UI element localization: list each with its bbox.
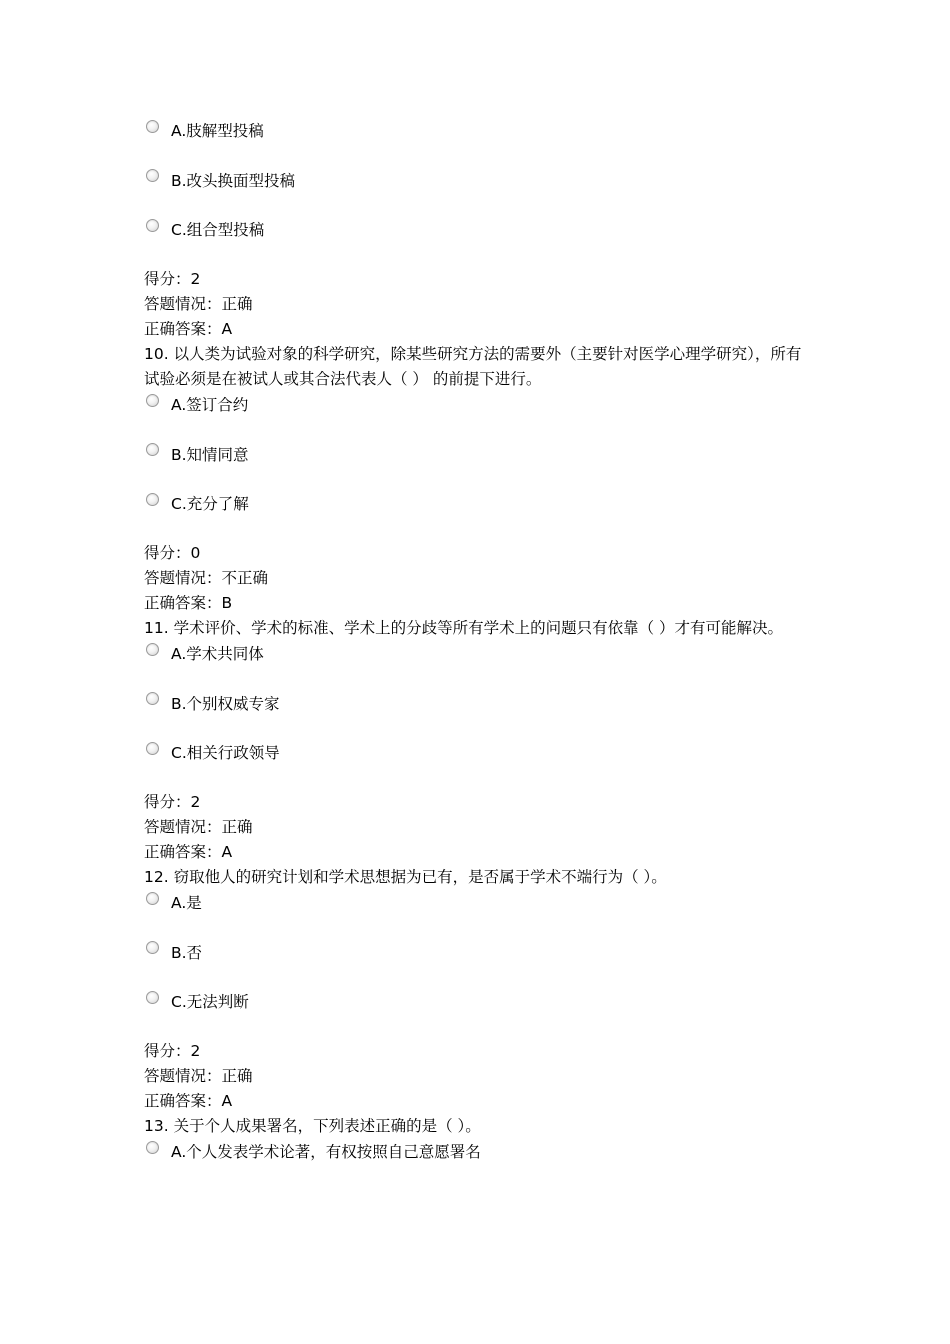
question-text (144, 865, 812, 890)
result-summary (144, 267, 824, 342)
score-line (144, 541, 824, 566)
score-value: 2 (190, 1042, 201, 1060)
score-value: 0 (190, 544, 201, 562)
score-value: 2 (190, 793, 201, 811)
question-number: 12. (144, 868, 169, 886)
question-text (144, 616, 812, 641)
question-number: 10. (144, 345, 169, 363)
status-label: 答题情况： (144, 818, 222, 836)
option-label: A.学术共同体 (171, 645, 264, 663)
radio-button[interactable] (146, 742, 159, 755)
score-label: 得分： (144, 1042, 191, 1060)
score-label: 得分： (144, 270, 191, 288)
quiz-results-page (144, 118, 824, 1163)
question-body: 关于个人成果署名，下列表述正确的是（ ）。 (173, 1117, 481, 1135)
score-label: 得分： (144, 544, 191, 562)
answer-value: A (221, 1092, 233, 1110)
option-label: A.签订合约 (171, 396, 249, 414)
question-number: 11. (144, 619, 169, 637)
question-body: 以人类为试验对象的科学研究，除某些研究方法的需要外（主要针对医学心理学研究），所有试验必须是在被试人或其合法代表人（ ） 的前提下进行。 (144, 345, 802, 388)
status-label: 答题情况： (144, 569, 222, 587)
radio-button[interactable] (146, 120, 159, 133)
status-line (144, 815, 824, 840)
question-9-continuation (144, 118, 824, 342)
answer-line (144, 591, 824, 616)
answer-label: 正确答案： (144, 594, 222, 612)
score-line (144, 1039, 824, 1064)
option-b[interactable] (144, 442, 824, 466)
question-body: 窃取他人的研究计划和学术思想据为已有，是否属于学术不端行为（ ）。 (173, 868, 667, 886)
question-11 (144, 616, 824, 865)
status-value: 正确 (221, 818, 253, 836)
answer-value: A (221, 320, 233, 338)
status-line (144, 566, 824, 591)
option-c[interactable] (144, 217, 824, 241)
answer-line (144, 1089, 824, 1114)
option-a[interactable] (144, 641, 824, 665)
status-value: 不正确 (221, 569, 269, 587)
option-label: C.无法判断 (171, 993, 249, 1011)
answer-line (144, 840, 824, 865)
answer-label: 正确答案： (144, 320, 222, 338)
answer-value: A (221, 843, 233, 861)
radio-button[interactable] (146, 169, 159, 182)
option-a[interactable] (144, 118, 824, 142)
answer-value: B (221, 594, 233, 612)
question-body: 学术评价、学术的标准、学术上的分歧等所有学术上的问题只有依靠（ ）才有可能解决。 (173, 619, 784, 637)
option-label: A.个人发表学术论著，有权按照自己意愿署名 (171, 1143, 481, 1161)
radio-button[interactable] (146, 643, 159, 656)
option-b[interactable] (144, 940, 824, 964)
question-text (144, 342, 812, 392)
option-label: B.改头换面型投稿 (171, 171, 296, 190)
option-a[interactable] (144, 1139, 824, 1163)
status-label: 答题情况： (144, 295, 222, 313)
result-summary (144, 790, 824, 865)
score-line (144, 267, 824, 292)
status-line (144, 292, 824, 317)
option-label: A.肢解型投稿 (171, 122, 264, 140)
option-label: B.个别权威专家 (171, 694, 280, 713)
radio-button[interactable] (146, 493, 159, 506)
option-label: C.组合型投稿 (171, 221, 265, 239)
question-text (144, 1114, 812, 1139)
option-b[interactable] (144, 168, 824, 192)
question-13 (144, 1114, 824, 1163)
result-summary (144, 541, 824, 616)
question-10 (144, 342, 824, 616)
answer-label: 正确答案： (144, 1092, 222, 1110)
answer-label: 正确答案： (144, 843, 222, 861)
radio-button[interactable] (146, 1141, 159, 1154)
radio-button[interactable] (146, 443, 159, 456)
score-line (144, 790, 824, 815)
option-c[interactable] (144, 740, 824, 764)
option-label: C.充分了解 (171, 495, 249, 513)
question-number: 13. (144, 1117, 169, 1135)
score-value: 2 (190, 270, 201, 288)
option-label: B.否 (171, 943, 203, 962)
radio-button[interactable] (146, 394, 159, 407)
result-summary (144, 1039, 824, 1114)
option-a[interactable] (144, 392, 824, 416)
score-label: 得分： (144, 793, 191, 811)
status-line (144, 1064, 824, 1089)
answer-line (144, 317, 824, 342)
option-c[interactable] (144, 491, 824, 515)
status-value: 正确 (221, 1067, 253, 1085)
status-value: 正确 (221, 295, 253, 313)
radio-button[interactable] (146, 219, 159, 232)
option-label: C.相关行政领导 (171, 744, 280, 762)
option-a[interactable] (144, 890, 824, 914)
question-12 (144, 865, 824, 1114)
radio-button[interactable] (146, 692, 159, 705)
option-b[interactable] (144, 691, 824, 715)
option-label: B.知情同意 (171, 445, 249, 464)
status-label: 答题情况： (144, 1067, 222, 1085)
option-label: A.是 (171, 894, 202, 912)
option-c[interactable] (144, 989, 824, 1013)
radio-button[interactable] (146, 991, 159, 1004)
radio-button[interactable] (146, 892, 159, 905)
radio-button[interactable] (146, 941, 159, 954)
